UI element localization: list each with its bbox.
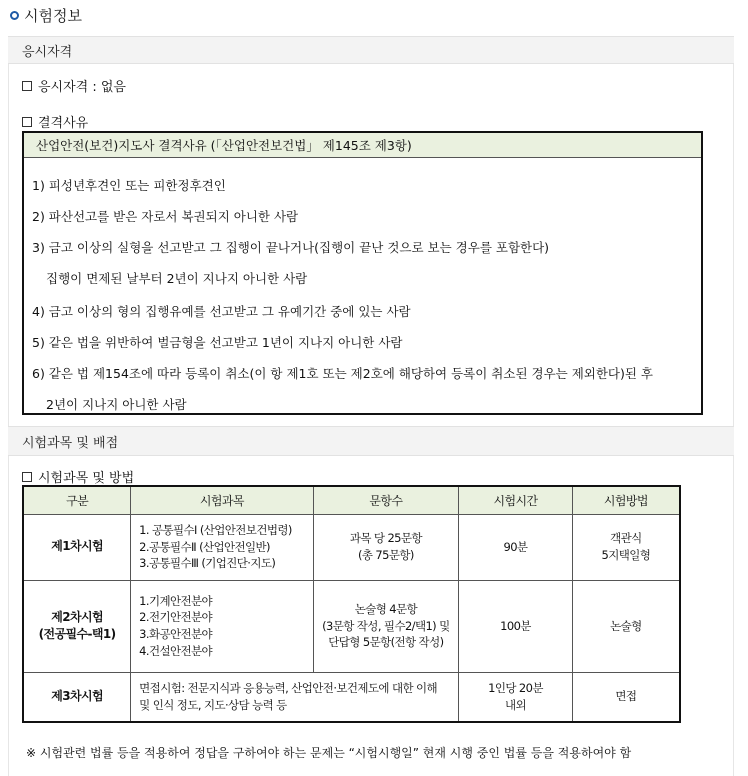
cell-line: 2.전기안전분야 <box>139 610 212 625</box>
subjects-subheading <box>22 467 134 486</box>
cell-line: 1. 공통필수Ⅰ (산업안전보건법령) <box>139 522 292 537</box>
reason-item-continued: 2년이 지나지 아니한 사람 <box>46 397 187 412</box>
table-row <box>23 514 680 580</box>
cell-line: 제3차시험 <box>51 689 103 704</box>
method-cell <box>572 580 680 672</box>
section-header-subjects <box>8 426 734 456</box>
subjects-cell <box>131 514 313 580</box>
cell-line: 2.공통필수Ⅱ (산업안전일반) <box>139 539 270 554</box>
section-header-qualification <box>8 36 734 64</box>
page-title-text: 시험정보 <box>24 6 82 25</box>
column-header: 시험시간 <box>459 486 573 514</box>
square-bullet-icon <box>22 472 32 482</box>
time-cell <box>459 580 573 672</box>
table-row <box>23 672 680 722</box>
qualification-line <box>22 76 126 95</box>
reason-item: 3) 금고 이상의 실형을 선고받고 그 집행이 끝나거나(집행이 끝난 것으로 보는 경우를 포함한다) <box>32 240 550 255</box>
qualification-text: 응시자격 : 없음 <box>38 80 126 95</box>
cell-line: 면접 <box>615 689 637 704</box>
subjects-cell <box>131 672 459 722</box>
cell-line: 논술형 4문항 <box>354 601 418 616</box>
cell-line: 및 인식 정도, 지도·상담 능력 등 <box>139 697 287 712</box>
legal-note: ※ 시험관련 법률 등을 적용하여 정답을 구하여야 하는 문제는 “시험시행일” 현재 시행 중인 법률 등을 적용하여야 함 <box>26 746 632 760</box>
square-bullet-icon <box>22 117 32 127</box>
table-header-row <box>23 486 680 514</box>
disqualification-heading-text: 결격사유 <box>38 116 89 131</box>
circle-bullet-icon <box>10 11 19 20</box>
column-header: 구분 <box>23 486 131 514</box>
reason-item-continued: 집행이 면제된 날부터 2년이 지나지 아니한 사람 <box>46 271 308 286</box>
time-cell <box>459 514 573 580</box>
subjects-cell <box>131 580 313 672</box>
cell-line: 1.기계안전분야 <box>139 593 212 608</box>
section-title: 시험과목 및 배점 <box>22 435 119 451</box>
disqualification-box-title: 산업안전(보건)지도사 결격사유 (「산업안전보건법」 제145조 제3항) <box>24 133 701 158</box>
table-row <box>23 580 680 672</box>
reason-item: 1) 피성년후견인 또는 피한정후견인 <box>32 178 226 193</box>
column-header: 시험방법 <box>572 486 680 514</box>
cell-line: (총 75문항) <box>357 548 414 562</box>
cell-line: 90분 <box>503 539 528 554</box>
cell-line: 1인당 20분 <box>488 681 543 696</box>
cell-line: 3.공통필수Ⅲ (기업진단·지도) <box>139 556 276 571</box>
exam-subjects-table <box>22 485 681 723</box>
cell-line: 면접시험: 전문지식과 응용능력, 산업안전·보건제도에 대한 이해 <box>139 681 438 696</box>
cell-line: 제1차시험 <box>51 539 103 554</box>
reason-item: 4) 금고 이상의 형의 집행유예를 선고받고 그 유예기간 중에 있는 사람 <box>32 304 411 319</box>
reason-item: 6) 같은 법 제154조에 따라 등록이 취소(이 항 제1호 또는 제2호에 해당하여 등록이 취소된 경우는 제외한다)된 후 <box>32 366 653 381</box>
page-title <box>8 4 82 26</box>
cell-line: 100분 <box>500 618 531 633</box>
cell-line: 논술형 <box>610 618 642 633</box>
cell-line: 5지택일형 <box>601 548 651 562</box>
column-header: 문항수 <box>313 486 459 514</box>
cell-line: 단답형 5문항(전항 작성) <box>328 635 444 650</box>
cell-line: 객관식 <box>610 531 642 546</box>
cell-line: 과목 당 25문항 <box>349 531 422 546</box>
cell-line: 제2차시험 <box>51 609 103 624</box>
round-cell <box>23 672 131 722</box>
method-cell <box>572 672 680 722</box>
round-cell <box>23 580 131 672</box>
count-cell <box>313 580 459 672</box>
disqualification-heading <box>22 112 88 131</box>
square-bullet-icon <box>22 81 32 91</box>
reason-item: 2) 파산선고를 받은 자로서 복권되지 아니한 사람 <box>32 209 299 224</box>
time-cell <box>459 672 573 722</box>
cell-line: (전공필수-택1) <box>38 627 116 641</box>
disqualification-box <box>22 131 703 415</box>
method-cell <box>572 514 680 580</box>
column-header: 시험과목 <box>131 486 313 514</box>
count-cell <box>313 514 459 580</box>
reason-item: 5) 같은 법을 위반하여 벌금형을 선고받고 1년이 지나지 아니한 사람 <box>32 335 403 350</box>
cell-line: 3.화공안전분야 <box>139 627 212 641</box>
round-cell <box>23 514 131 580</box>
subjects-subheading-text: 시험과목 및 방법 <box>38 471 135 486</box>
cell-line: 4.건설안전분야 <box>139 643 212 658</box>
cell-line: 내외 <box>504 697 526 712</box>
cell-line: (3문항 작성, 필수2/택1) 및 <box>322 618 450 633</box>
section-title: 응시자격 <box>22 44 73 60</box>
